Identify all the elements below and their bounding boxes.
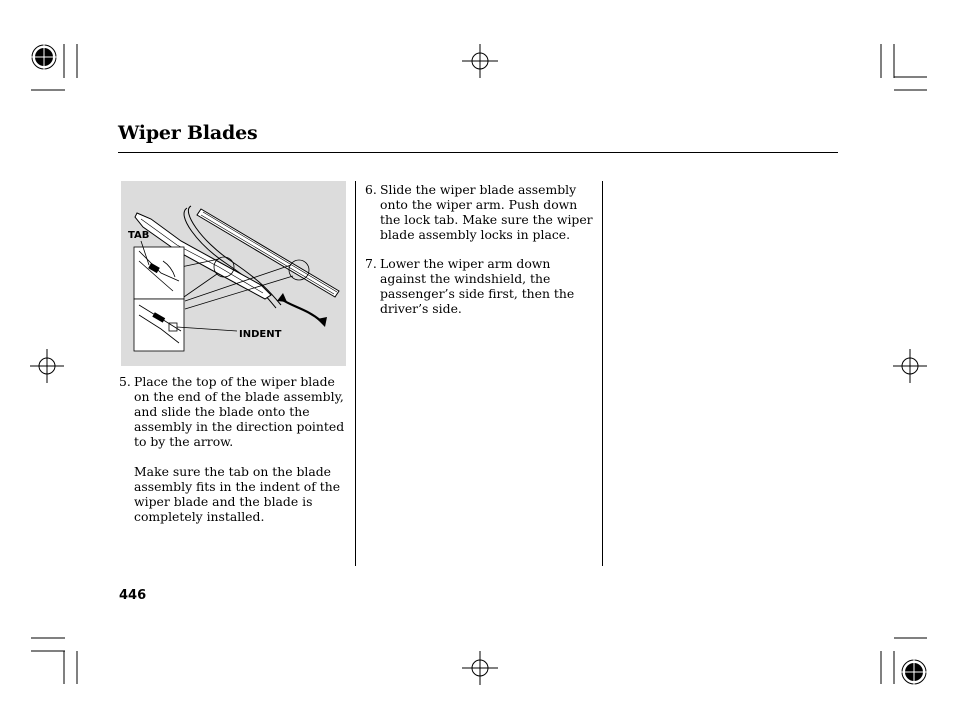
crosshair-bottom-center: [462, 651, 498, 685]
step-6: [365, 182, 597, 242]
page-number: 446: [119, 588, 147, 603]
crosshair-right-middle: [893, 349, 927, 383]
step-7: [365, 256, 597, 316]
inset-tab-detail: [134, 247, 184, 299]
registration-mark-top-left: [30, 43, 58, 71]
direction-arrow-icon: [277, 293, 327, 327]
wiper-blade-drawing: [121, 181, 346, 366]
step-text: Place the top of the wiper blade on the end of the blade assembly, and slide the blade onto the assembly in the direction pointed to by the arrow.: [134, 374, 345, 449]
crosshair-top-center: [462, 44, 498, 78]
column-divider-left: [355, 181, 356, 566]
figure-label-tab: TAB: [128, 230, 150, 241]
crosshair-left-middle: [30, 349, 64, 383]
title-rule: [118, 152, 838, 153]
step-text: Lower the wiper arm down against the windshield, the passenger’s side first, then the driver’s side.: [380, 256, 575, 316]
figure-label-indent: INDENT: [239, 329, 282, 340]
column-divider-right: [602, 181, 603, 566]
step-text: Slide the wiper blade assembly onto the wiper arm. Push down the lock tab. Make sure the wiper blade assembly locks in place.: [380, 182, 593, 242]
step-number: 5.: [119, 374, 131, 389]
step-number: 7.: [365, 256, 377, 271]
step-number: 6.: [365, 182, 377, 197]
step-note: Make sure the tab on the blade assembly fits in the indent of the wiper blade and the blade is completely installed.: [134, 464, 341, 524]
page-title: Wiper Blades: [118, 122, 258, 144]
registration-mark-bottom-right: [900, 658, 928, 686]
wiper-blade-illustration: [121, 181, 346, 366]
inset-indent-detail: [134, 299, 184, 351]
step-5: [119, 374, 349, 524]
